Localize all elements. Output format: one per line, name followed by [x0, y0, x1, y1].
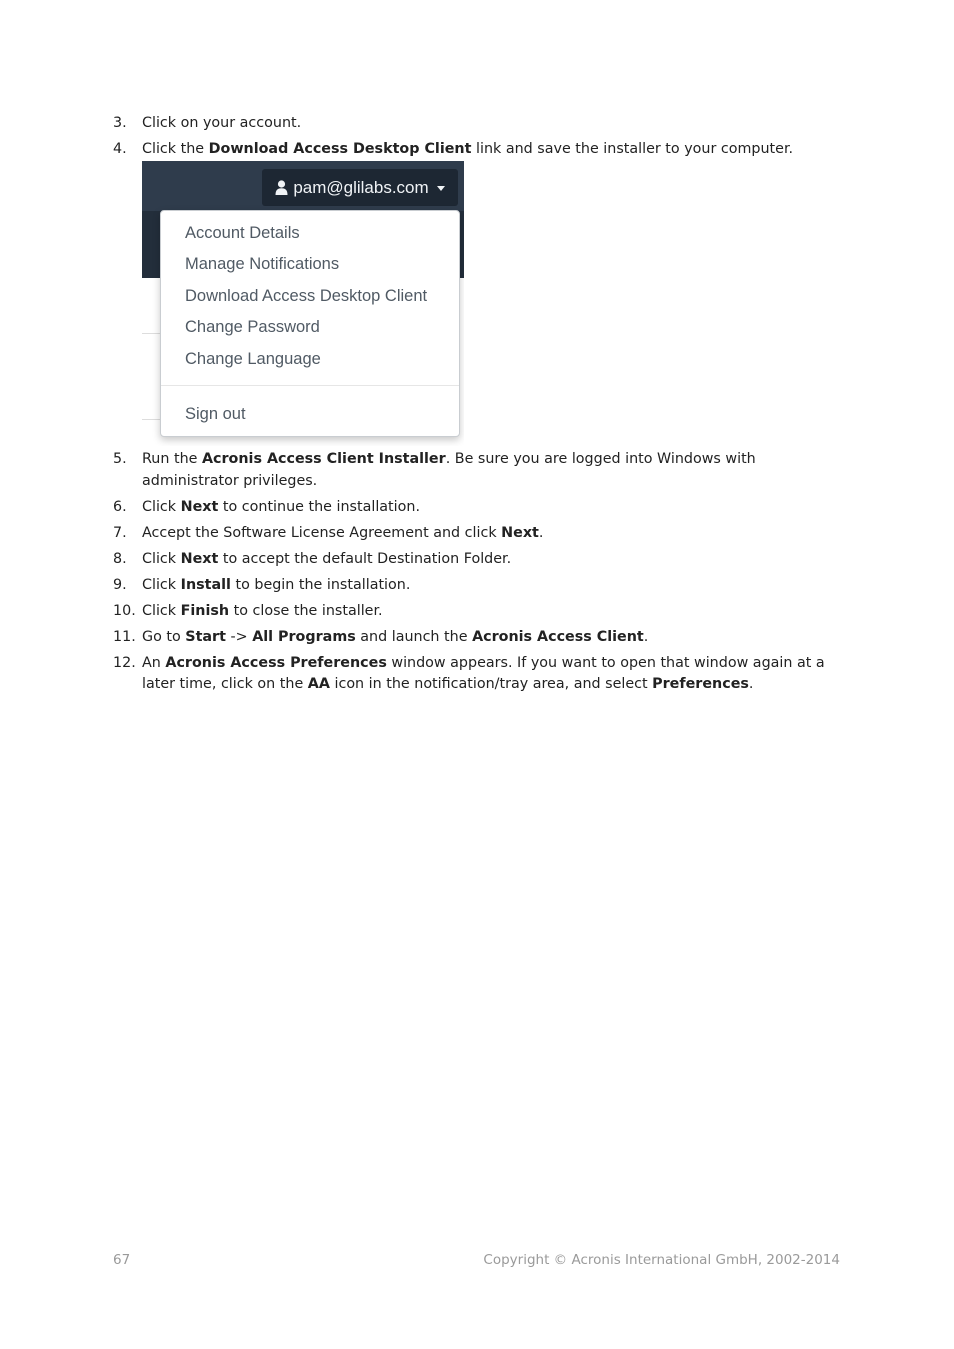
step-7: 7. Accept the Software License Agreement and click Next.	[113, 524, 544, 541]
menu-item-account-details[interactable]: Account Details	[185, 224, 300, 242]
menu-divider	[161, 385, 459, 386]
user-email: pam@glilabs.com	[293, 177, 429, 197]
step-8: 8. Click Next to accept the default Destination Folder.	[113, 550, 512, 567]
instruction-list-continued	[113, 449, 848, 696]
step-5: 5. Run the Acronis Access Client Installer. Be sure you are logged into Windows with administrator privileges.	[113, 451, 756, 489]
instruction-list	[113, 113, 848, 161]
step-11: 11. Go to Start -> All Programs and launch the Acronis Access Client.	[113, 628, 649, 645]
menu-item-change-password[interactable]: Change Password	[185, 318, 320, 336]
step-9: 9. Click Install to begin the installation.	[113, 576, 411, 593]
page-number: 67	[113, 1252, 131, 1268]
user-icon	[275, 180, 288, 195]
step-4: 4. Click the Download Access Desktop Client link and save the installer to your computer.	[113, 141, 794, 157]
copyright-notice: Copyright © Acronis International GmbH, 2002-2014	[483, 1252, 840, 1268]
menu-item-sign-out[interactable]: Sign out	[185, 405, 246, 423]
step-3: 3. Click on your account.	[113, 115, 302, 131]
menu-item-download-client[interactable]: Download Access Desktop Client	[185, 287, 428, 305]
account-dropdown-menu	[160, 210, 460, 437]
caret-down-icon	[437, 186, 445, 191]
step-10: 10. Click Finish to close the installer.	[113, 602, 383, 619]
step-12: 12. An Acronis Access Preferences window appears. If you want to open that window again at a later time, click on the AA icon in the notification/tray area, and select Preferences.	[113, 654, 825, 692]
menu-item-manage-notifications[interactable]: Manage Notifications	[185, 255, 340, 273]
user-account-button[interactable]	[262, 169, 458, 206]
account-menu-screenshot	[142, 161, 464, 446]
step-6: 6. Click Next to continue the installation.	[113, 498, 420, 515]
menu-item-change-language[interactable]: Change Language	[185, 350, 321, 368]
